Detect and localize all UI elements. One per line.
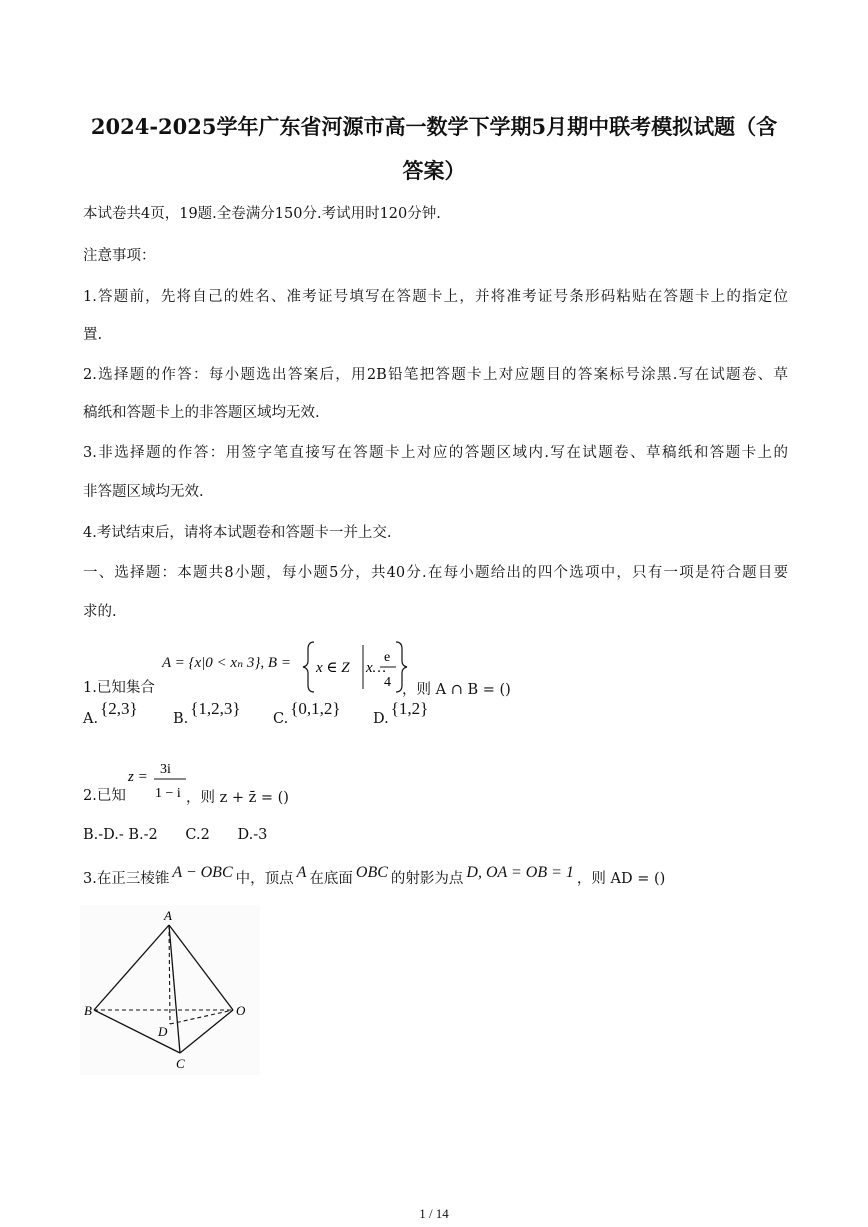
q3-mid1: 中，顶点 [235, 871, 294, 887]
q1-option-d [373, 699, 429, 728]
page-number: 1 / 14 [419, 1206, 449, 1221]
q2-formula [126, 757, 190, 803]
section-heading-b: 求的. [83, 604, 117, 620]
q3-mid2: 在底面 [309, 871, 353, 887]
q1-option-a-value: {2,3} [100, 699, 138, 718]
notice-item-1b: 置. [83, 327, 103, 343]
q2-z-eq: z = [128, 769, 148, 785]
q1-option-b-value: {1,2,3} [190, 699, 241, 718]
q1-set-a: A = {x|0 < xₙ 3}, B = [162, 655, 291, 671]
q1-frac-num: e [384, 650, 391, 665]
label-A: A [164, 908, 172, 923]
document-title-line1: 2024-2025学年广东省河源市高一数学下学期5月期中联考模拟试题（含 [90, 114, 778, 139]
label-D: D [158, 1024, 168, 1039]
tetrahedron-diagram [80, 905, 260, 1075]
q1-option-c-value: {0,1,2} [290, 699, 341, 718]
q2-options: B.-D.- B.-2 C.2 D.-3 [83, 827, 268, 843]
q1-option-b-label: B. [173, 711, 189, 727]
q3-prefix: 3.在正三棱锥 [83, 871, 170, 887]
notice-item-2a: 2.选择题的作答：每小题选出答案后，用2B铅笔把答题卡上对应题目的答案标号涂黑.写在试题卷、草 [83, 367, 788, 383]
q3-vertex: A [296, 864, 307, 881]
notice-item-3a: 3.非选择题的作答：用签字笔直接写在答题卡上对应的答题区域内.写在试题卷、草稿纸和答题卡上的 [83, 445, 788, 461]
intro-text: 本试卷共4页，19题.全卷满分150分.考试用时120分钟. [83, 206, 441, 222]
q3-mid3: 的射影为点 [390, 871, 464, 887]
q1-frac-den: 4 [384, 675, 391, 690]
label-B: B [84, 1003, 92, 1018]
q3-tetra: A − OBC [172, 864, 233, 881]
q1-option-c [273, 699, 341, 728]
notice-item-2b: 稿纸和答题卡上的非答题区域均无效. [83, 405, 320, 421]
notice-item-4: 4.考试结束后，请将本试题卷和答题卡一并上交. [83, 525, 392, 541]
q1-option-a [83, 699, 138, 728]
q1-suffix: ，则 A ∩ B = () [402, 682, 511, 698]
notice-item-1a: 1.答题前，先将自己的姓名、准考证号填写在答题卡上，并将准考证号条形码粘贴在答题卡上的指定位 [83, 289, 788, 305]
q2-suffix: ，则 z + z̄ = () [186, 790, 289, 806]
q3-condition: D, OA = OB = 1 [466, 864, 574, 881]
section-heading-a: 一、选择题：本题共8小题，每小题5分，共40分.在每小题给出的四个选项中，只有一项是符合题目要 [83, 565, 788, 581]
q1-option-b [173, 699, 241, 728]
q3-text [83, 864, 666, 888]
q1-option-d-value: {1,2} [390, 699, 429, 718]
label-O: O [236, 1003, 246, 1018]
q1-set-b-mid: x… [366, 660, 386, 676]
q1-set-b-formula [300, 639, 410, 695]
q3-base: OBC [355, 864, 388, 881]
label-C: C [176, 1056, 185, 1071]
q2-prefix: 2.已知 [83, 788, 126, 804]
q3-suffix: ，则 AD = () [576, 871, 666, 887]
q2-numerator: 3i [160, 762, 171, 777]
q1-prefix: 1.已知集合 [83, 680, 155, 696]
notice-heading: 注意事项： [83, 248, 156, 264]
q2-denominator: 1 − i [155, 786, 181, 801]
q1-option-c-label: C. [273, 711, 289, 727]
q1-option-d-label: D. [373, 711, 389, 727]
q1-option-a-label: A. [83, 711, 99, 727]
q1-set-b-left: x ∈ Z [316, 660, 350, 676]
document-title-line2: 答案） [402, 158, 466, 183]
notice-item-3b: 非答题区域均无效. [83, 484, 204, 500]
